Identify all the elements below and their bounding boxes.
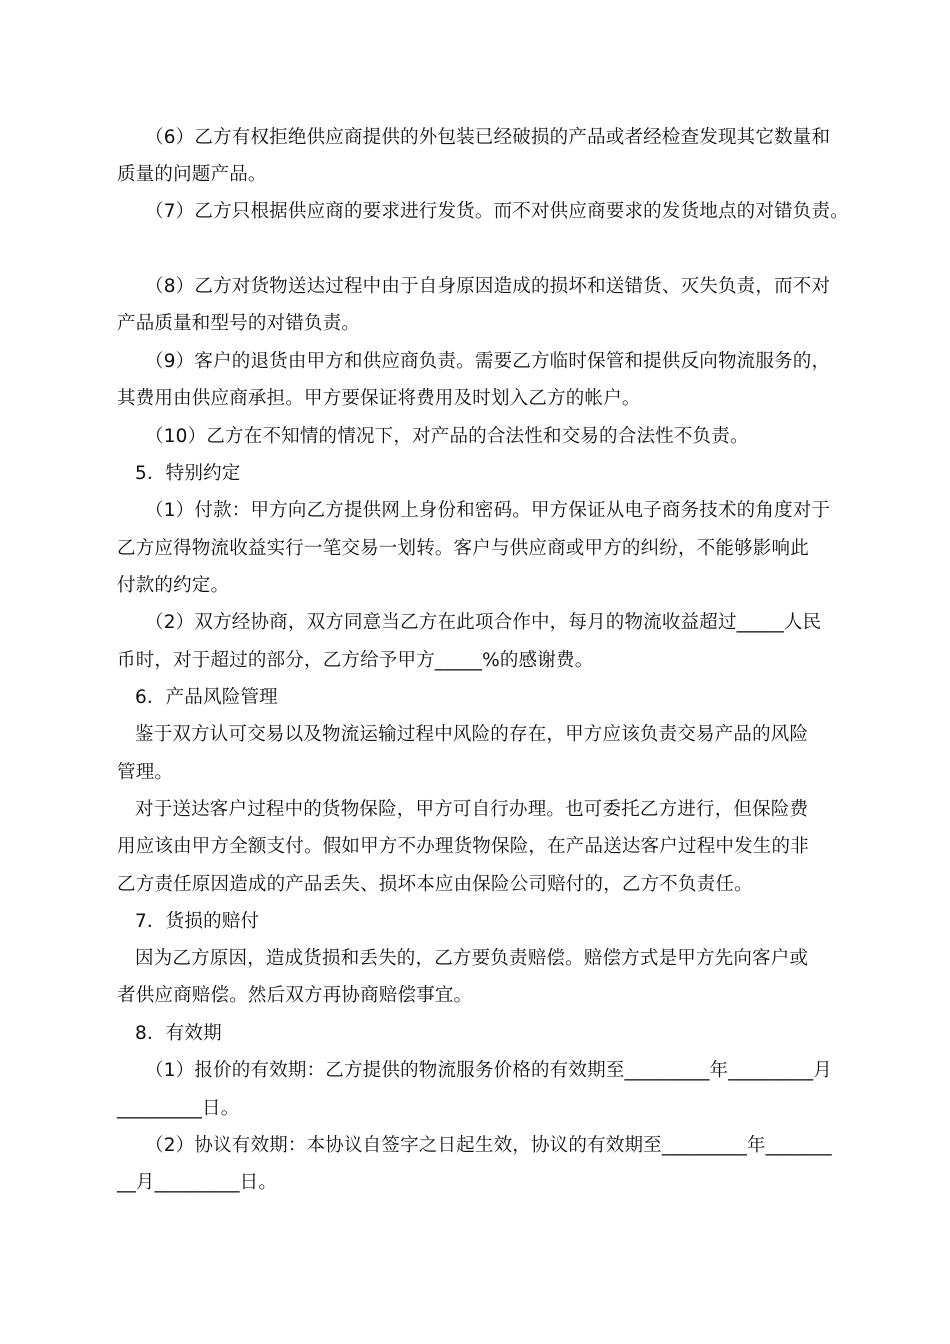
- section-6-para-2-line-2: 用应该由甲方全额支付。假如甲方不办理货物保险，在产品送达客户过程中发生的非: [117, 836, 809, 857]
- clause-8-1-line-2: _________日。: [117, 1098, 240, 1119]
- section-6-para-2-line-1: 对于送达客户过程中的货物保险，甲方可自行办理。也可委托乙方进行，但保险费: [135, 799, 809, 820]
- clause-5-1-line-2: 乙方应得物流收益实行一笔交易一划转。客户与供应商或甲方的纠纷，不能够影响此: [117, 538, 809, 559]
- section-6-para-1-line-2: 管理。: [117, 762, 174, 783]
- clause-5-1-line-1: （1）付款：甲方向乙方提供网上身份和密码。甲方保证从电子商务技术的角度对于: [145, 500, 831, 521]
- section-7-heading: 7．货损的赔付: [135, 911, 260, 932]
- clause-5-1-line-3: 付款的约定。: [117, 575, 230, 596]
- section-6-para-1-line-1: 鉴于双方认可交易以及物流运输过程中风险的存在，甲方应该负责交易产品的风险: [135, 724, 809, 745]
- section-5-heading: 5．特别约定: [135, 463, 241, 484]
- paragraph-6-line-2: 质量的问题产品。: [117, 164, 267, 185]
- section-6-para-2-line-3: 乙方责任原因造成的产品丢失、损坏本应由保险公司赔付的，乙方不负责任。: [117, 874, 753, 895]
- section-6-heading: 6．产品风险管理: [135, 687, 278, 708]
- section-8-heading: 8．有效期: [135, 1023, 222, 1044]
- clause-5-2-line-1: （2）双方经协商，双方同意当乙方在此项合作中，每月的物流收益超过_____人民: [145, 612, 822, 633]
- paragraph-7-line-1: （7）乙方只根据供应商的要求进行发货。而不对供应商要求的发货地点的对错负责。: [145, 201, 849, 222]
- clause-8-2-line-1: （2）协议有效期：本协议自签字之日起生效，协议的有效期至_________年_______: [145, 1135, 832, 1156]
- clause-8-2-line-2: __月_________日。: [117, 1172, 278, 1193]
- clause-8-1-line-1: （1）报价的有效期：乙方提供的物流服务价格的有效期至_________年_________月: [145, 1060, 832, 1081]
- paragraph-6-line-1: （6）乙方有权拒绝供应商提供的外包装已经破损的产品或者经检查发现其它数量和: [145, 127, 831, 148]
- section-7-para-line-1: 因为乙方原因，造成货损和丢失的，乙方要负责赔偿。赔偿方式是甲方先向客户或: [135, 948, 809, 969]
- paragraph-8-line-2: 产品质量和型号的对错负责。: [117, 313, 361, 334]
- paragraph-8-line-1: （8）乙方对货物送达过程中由于自身原因造成的损坏和送错货、灭失负责，而不对: [145, 276, 831, 297]
- paragraph-9-line-1: （9）客户的退货由甲方和供应商负责。需要乙方临时保管和提供反向物流服务的，: [145, 351, 831, 372]
- paragraph-9-line-2: 其费用由供应商承担。甲方要保证将费用及时划入乙方的帐户。: [117, 388, 641, 409]
- paragraph-10-line-1: （10）乙方在不知情的情况下，对产品的合法性和交易的合法性不负责。: [145, 426, 749, 447]
- clause-5-2-line-2: 币时，对于超过的部分，乙方给予甲方_____%的感谢费。: [117, 650, 594, 671]
- section-7-para-line-2: 者供应商赔偿。然后双方再协商赔偿事宜。: [117, 985, 473, 1006]
